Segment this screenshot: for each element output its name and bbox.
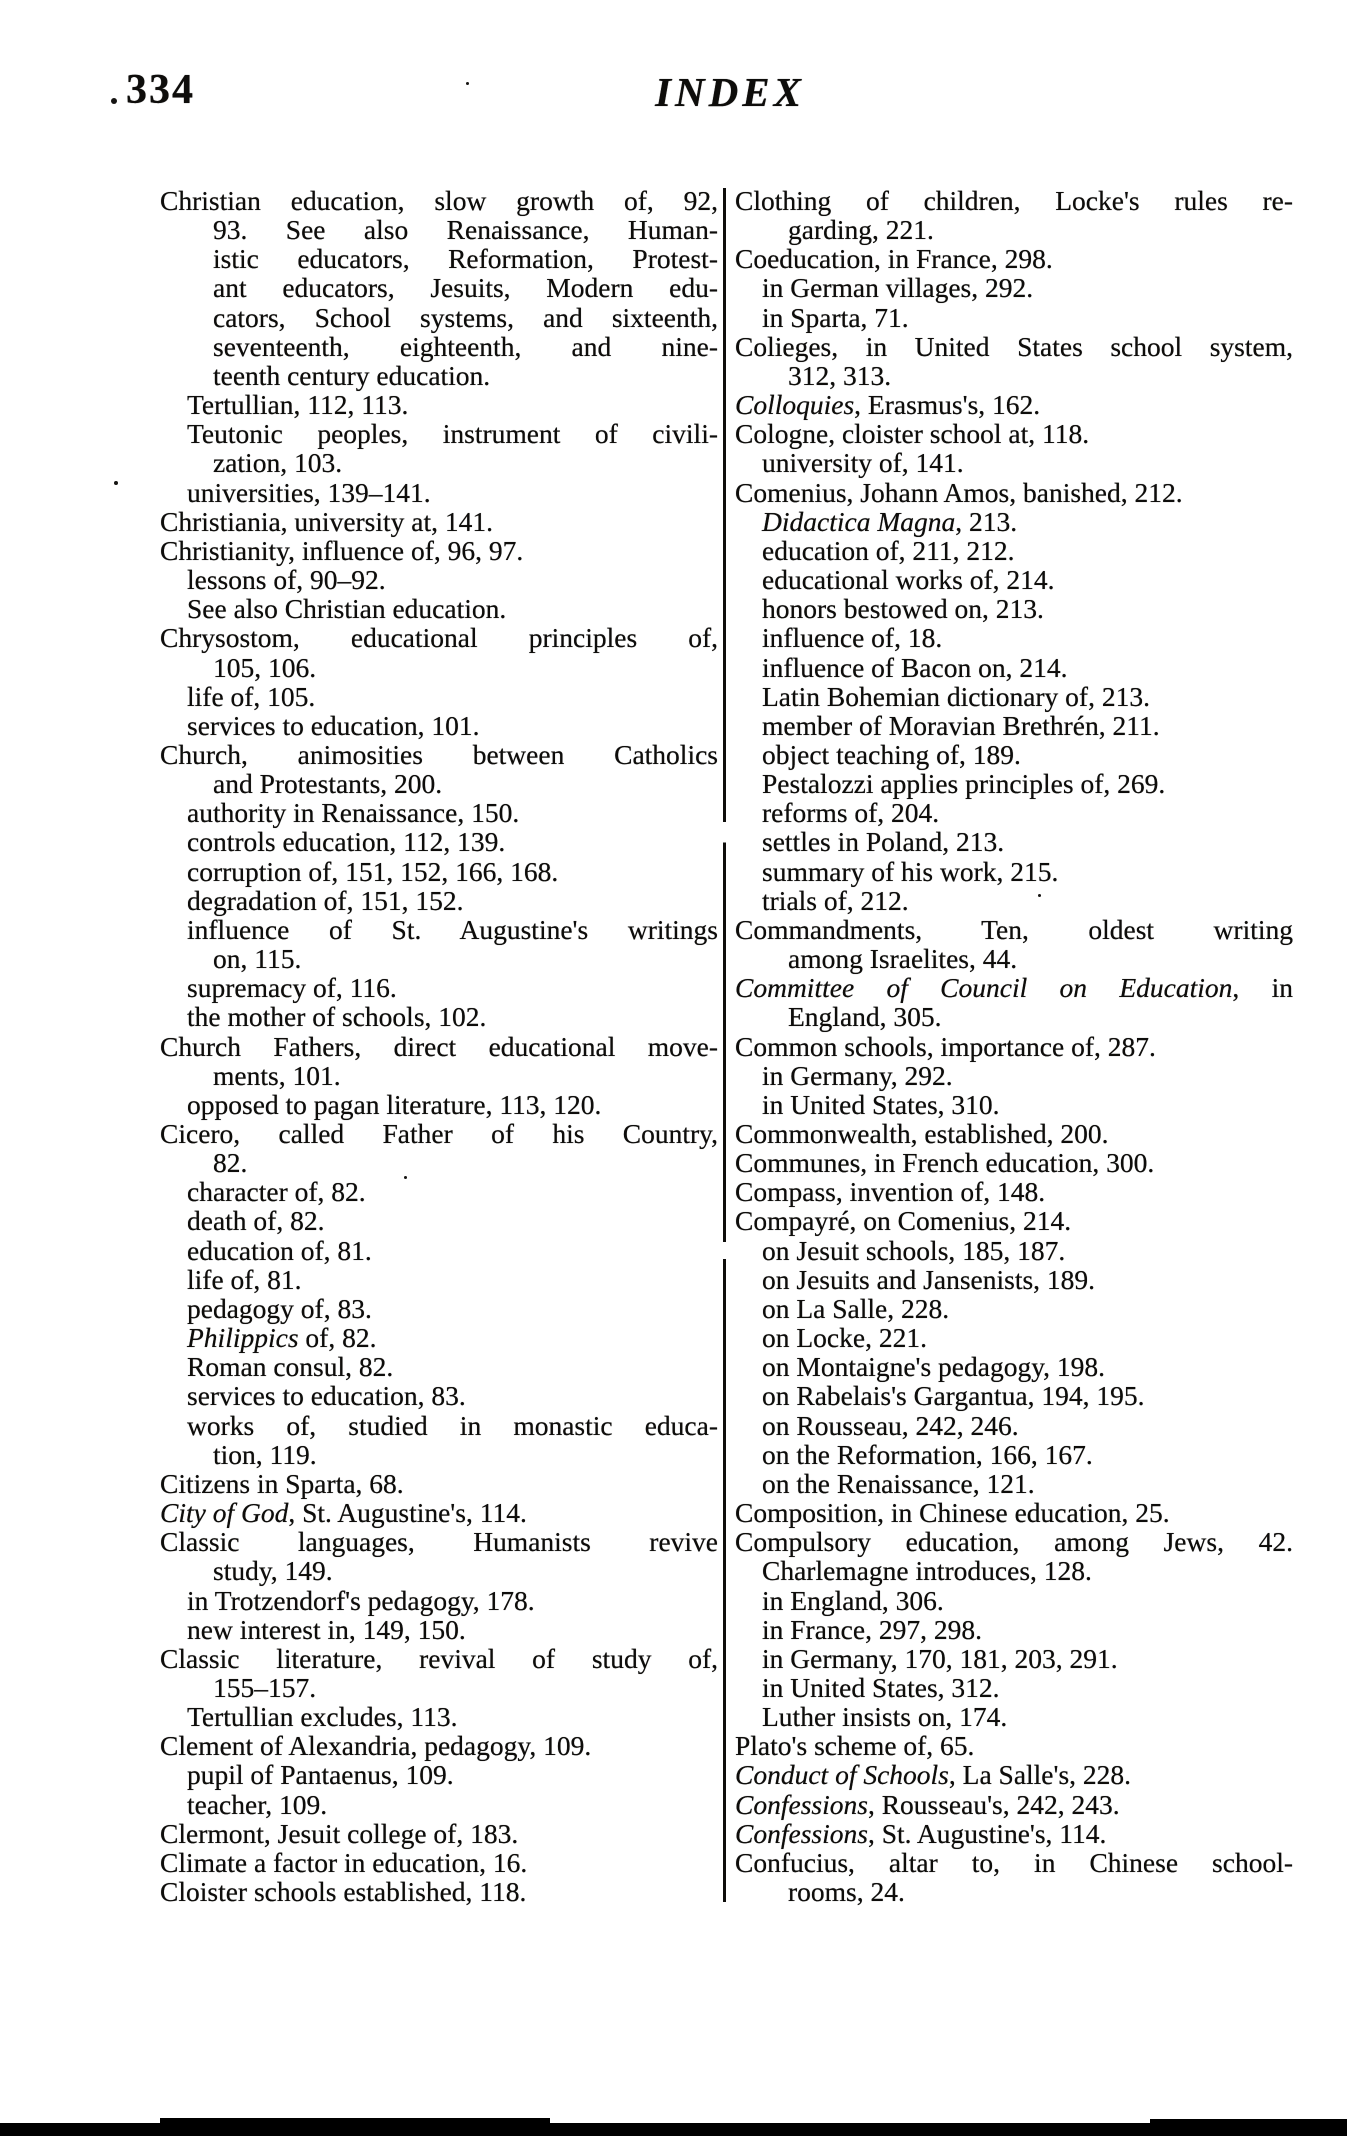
index-line: on Locke, 221.: [762, 1322, 927, 1354]
index-line: zation, 103.: [213, 447, 343, 479]
index-line: Cicero, called Father of his Country,: [160, 1118, 718, 1149]
index-line: in United States, 310.: [762, 1088, 1000, 1120]
index-line: and Protestants, 200.: [213, 768, 443, 800]
index-line: pupil of Pantaenus, 109.: [187, 1759, 454, 1791]
index-line: member of Moravian Brethrén, 211.: [762, 709, 1160, 741]
scan-edge-artifact: [0, 2123, 1347, 2136]
italic-work-title: Colloquies: [735, 389, 855, 421]
index-line: education of, 211, 212.: [762, 534, 1015, 566]
index-line: England, 305.: [788, 1001, 942, 1033]
index-line: lessons of, 90–92.: [187, 564, 386, 596]
index-line: Clothing of children, Locke's rules re-: [735, 185, 1293, 216]
index-line: See also Christian education.: [187, 593, 507, 625]
index-line: honors bestowed on, 213.: [762, 593, 1044, 625]
index-line: Coeducation, in France, 298.: [735, 243, 1053, 275]
index-line: in United States, 312.: [762, 1671, 1000, 1703]
index-line: corruption of, 151, 152, 166, 168.: [187, 855, 559, 887]
index-line: Christianity, influence of, 96, 97.: [160, 534, 524, 566]
scan-speck: [114, 481, 118, 485]
index-column-right: [735, 186, 1293, 1906]
index-line: supremacy of, 116.: [187, 972, 397, 1004]
index-line: Composition, in Chinese education, 25.: [735, 1497, 1170, 1529]
index-line: Classic languages, Humanists revive: [160, 1526, 718, 1558]
index-line: in German villages, 292.: [762, 272, 1034, 304]
index-line: Commandments, Ten, oldest writing: [735, 913, 1293, 945]
index-line: Charlemagne introduces, 128.: [762, 1555, 1092, 1587]
index-line: Communes, in French education, 300.: [735, 1147, 1155, 1179]
index-line: 93. See also Renaissance, Human-: [213, 214, 718, 246]
index-line: teacher, 109.: [187, 1788, 328, 1820]
index-line: rooms, 24.: [788, 1876, 905, 1908]
scan-speck: [1038, 894, 1041, 897]
italic-work-title: City of God: [160, 1497, 289, 1529]
index-line: Tertullian excludes, 113.: [187, 1701, 458, 1733]
index-line: Compass, invention of, 148.: [735, 1176, 1046, 1208]
index-line: Compayré, on Comenius, 214.: [735, 1205, 1072, 1237]
index-line: 82.: [213, 1147, 248, 1179]
index-line: among Israelites, 44.: [788, 943, 1018, 975]
index-line: Christian education, slow growth of, 92,: [160, 185, 718, 216]
index-line: teenth century education.: [213, 359, 491, 391]
index-line: Chrysostom, educational principles of,: [160, 622, 718, 654]
index-line: Latin Bohemian dictionary of, 213.: [762, 680, 1150, 712]
index-line: university of, 141.: [762, 447, 964, 479]
index-line: study, 149.: [213, 1555, 333, 1587]
index-line: services to education, 83.: [187, 1380, 466, 1412]
index-line: influence of St. Augustine's writings: [187, 913, 718, 945]
index-line: services to education, 101.: [187, 709, 480, 741]
italic-work-title: Didactica Magna: [762, 505, 956, 537]
index-line: City of God, St. Augustine's, 114.: [160, 1497, 527, 1529]
index-line: istic educators, Reformation, Protest-: [213, 243, 718, 275]
index-line: in Germany, 170, 181, 203, 291.: [762, 1642, 1118, 1674]
index-line: Common schools, importance of, 287.: [735, 1030, 1156, 1062]
italic-work-title: Confessions: [735, 1788, 868, 1820]
scan-speck: [111, 98, 117, 104]
index-line: opposed to pagan literature, 113, 120.: [187, 1088, 602, 1120]
index-line: Cologne, cloister school at, 118.: [735, 418, 1090, 450]
index-line: educational works of, 214.: [762, 564, 1055, 596]
index-line: 155–157.: [213, 1671, 317, 1703]
index-line: Cloister schools established, 118.: [160, 1876, 527, 1908]
index-line: authority in Renaissance, 150.: [187, 797, 520, 829]
index-line: education of, 81.: [187, 1234, 372, 1266]
index-column-left: [160, 186, 718, 1906]
index-line: reforms of, 204.: [762, 797, 940, 829]
italic-work-title: Philippics: [187, 1322, 299, 1354]
index-line: Christiania, university at, 141.: [160, 505, 494, 537]
index-line: Clement of Alexandria, pedagogy, 109.: [160, 1730, 592, 1762]
index-line: Church, animosities between Catholics: [160, 738, 718, 770]
index-line: pedagogy of, 83.: [187, 1292, 372, 1324]
index-line: Confessions, St. Augustine's, 114.: [735, 1817, 1107, 1849]
italic-work-title: Conduct of Schools: [735, 1759, 949, 1791]
index-line: tion, 119.: [213, 1438, 317, 1470]
index-line: on Rousseau, 242, 246.: [762, 1409, 1019, 1441]
index-line: degradation of, 151, 152.: [187, 884, 464, 916]
index-line: 105, 106.: [213, 651, 317, 683]
index-line: on La Salle, 228.: [762, 1292, 950, 1324]
index-line: Conduct of Schools, La Salle's, 228.: [735, 1759, 1132, 1791]
index-line: on the Renaissance, 121.: [762, 1467, 1035, 1499]
index-line: character of, 82.: [187, 1176, 366, 1208]
index-line: Plato's scheme of, 65.: [735, 1730, 975, 1762]
index-line: the mother of schools, 102.: [187, 1001, 487, 1033]
index-line: Luther insists on, 174.: [762, 1701, 1008, 1733]
index-line: Tertullian, 112, 113.: [187, 389, 409, 421]
index-line: on Rabelais's Gargantua, 194, 195.: [762, 1380, 1145, 1412]
index-line: on Montaigne's pedagogy, 198.: [762, 1351, 1106, 1383]
index-line: Clermont, Jesuit college of, 183.: [160, 1817, 519, 1849]
index-line: Confessions, Rousseau's, 242, 243.: [735, 1788, 1120, 1820]
index-line: Classic literature, revival of study of,: [160, 1642, 718, 1674]
index-line: Commonwealth, established, 200.: [735, 1118, 1109, 1149]
index-line: in Sparta, 71.: [762, 301, 909, 333]
index-line: on Jesuit schools, 185, 187.: [762, 1234, 1066, 1266]
index-line: on, 115.: [213, 943, 302, 975]
index-line: Didactica Magna, 213.: [762, 505, 1018, 537]
index-line: in England, 306.: [762, 1584, 944, 1616]
index-line: trials of, 212.: [762, 884, 909, 916]
index-line: Pestalozzi applies principles of, 269.: [762, 768, 1166, 800]
index-line: Colieges, in United States school system,: [735, 330, 1293, 362]
index-line: in Germany, 292.: [762, 1059, 953, 1091]
index-line: 312, 313.: [788, 359, 892, 391]
italic-work-title: Confessions: [735, 1817, 868, 1849]
index-line: seventeenth, eighteenth, and nine-: [213, 330, 718, 362]
scan-speck: [404, 1176, 407, 1179]
index-line: summary of his work, 215.: [762, 855, 1059, 887]
index-line: Citizens in Sparta, 68.: [160, 1467, 404, 1499]
index-line: cators, School systems, and sixteenth,: [213, 301, 718, 333]
index-line: settles in Poland, 213.: [762, 826, 1005, 858]
column-divider-rule: [723, 188, 726, 1902]
index-line: Teutonic peoples, instrument of civili-: [187, 418, 718, 450]
index-line: life of, 81.: [187, 1263, 302, 1295]
index-line: on the Reformation, 166, 167.: [762, 1438, 1093, 1470]
index-line: in Trotzendorf's pedagogy, 178.: [187, 1584, 535, 1616]
index-line: on Jesuits and Jansenists, 189.: [762, 1263, 1096, 1295]
page-title: INDEX: [655, 69, 805, 115]
italic-work-title: Committee of Council on Education: [735, 972, 1233, 1004]
index-line: Committee of Council on Education, in: [735, 972, 1294, 1004]
scan-speck: [466, 82, 469, 85]
index-line: in France, 297, 298.: [762, 1613, 982, 1645]
page-number: 334: [126, 67, 195, 113]
index-line: death of, 82.: [187, 1205, 325, 1237]
index-line: ant educators, Jesuits, Modern edu-: [213, 272, 718, 304]
index-line: Climate a factor in education, 16.: [160, 1846, 528, 1878]
index-line: new interest in, 149, 150.: [187, 1613, 466, 1645]
index-line: Colloquies, Erasmus's, 162.: [735, 389, 1041, 421]
index-line: object teaching of, 189.: [762, 738, 1021, 770]
index-line: Philippics of, 82.: [187, 1322, 377, 1354]
index-line: Church Fathers, direct educational move-: [160, 1030, 718, 1062]
index-line: influence of Bacon on, 214.: [762, 651, 1068, 683]
index-line: Compulsory education, among Jews, 42.: [735, 1526, 1293, 1558]
index-line: garding, 221.: [788, 214, 934, 246]
index-line: Confucius, altar to, in Chinese school-: [735, 1846, 1293, 1878]
index-line: influence of, 18.: [762, 622, 943, 654]
index-line: universities, 139–141.: [187, 476, 431, 508]
index-line: life of, 105.: [187, 680, 316, 712]
index-line: ments, 101.: [213, 1059, 341, 1091]
index-line: Comenius, Johann Amos, banished, 212.: [735, 476, 1183, 508]
index-line: Roman consul, 82.: [187, 1351, 394, 1383]
index-line: works of, studied in monastic educa-: [187, 1409, 718, 1441]
index-line: controls education, 112, 139.: [187, 826, 506, 858]
